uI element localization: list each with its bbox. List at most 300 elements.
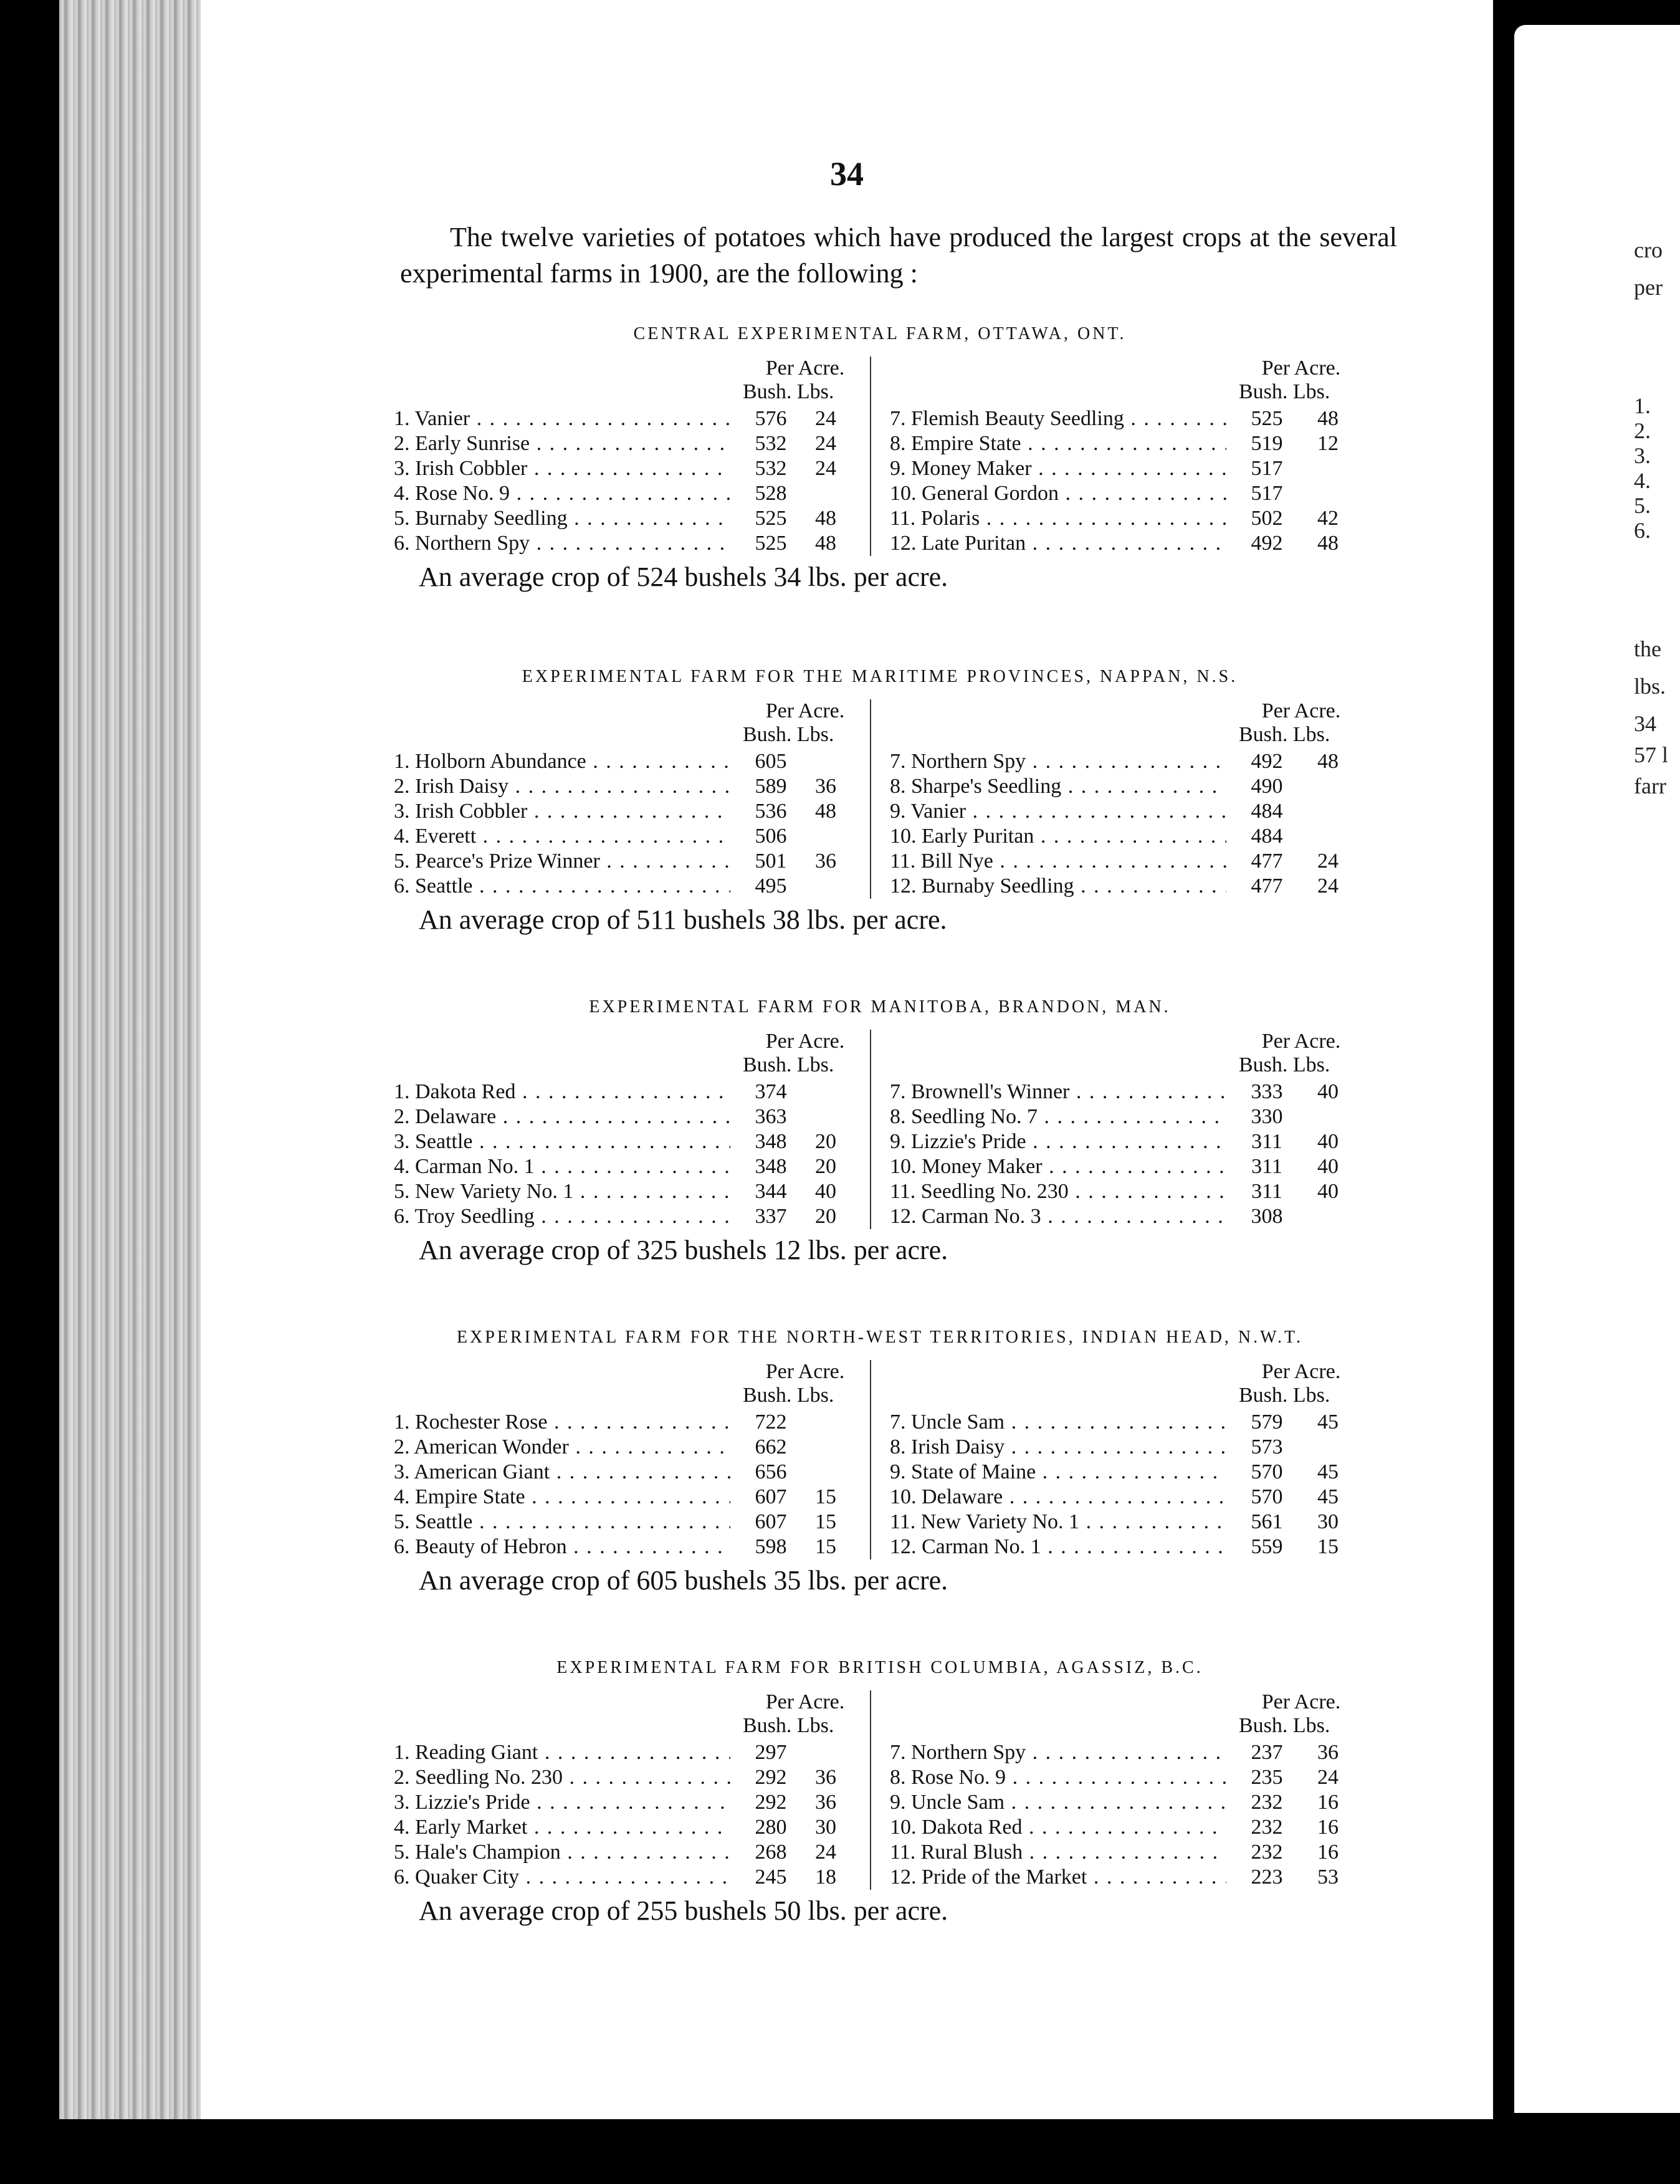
column-header xyxy=(890,1690,1366,1740)
variety-name: 3. Lizzie's Pride . . . xyxy=(394,1790,730,1815)
variety-row xyxy=(394,456,870,481)
variety-row xyxy=(890,749,1366,774)
pounds-value: 20 xyxy=(815,1205,836,1228)
facing-page-text: 5. xyxy=(1634,493,1651,518)
variety-name: 6. Beauty of Hebron . . . xyxy=(394,1535,730,1559)
variety-row xyxy=(394,1154,870,1179)
bushels-value: 607 xyxy=(755,1485,787,1508)
facing-page-text: 57 l xyxy=(1634,742,1669,767)
bushels-value: 311 xyxy=(1251,1130,1282,1153)
bushels-value: 662 xyxy=(755,1435,787,1458)
bushels-value: 495 xyxy=(755,874,787,898)
variety-row xyxy=(890,824,1366,849)
pounds-value: 36 xyxy=(815,775,836,798)
variety-row xyxy=(394,1790,870,1815)
right-column xyxy=(871,1030,1366,1229)
pounds-value: 48 xyxy=(815,800,836,823)
variety-name: 11. Polaris . . . xyxy=(890,506,1226,531)
bushels-value: 532 xyxy=(755,432,787,455)
bush-lbs-label: Bush. Lbs. xyxy=(1239,1053,1330,1076)
pounds-value: 16 xyxy=(1317,1841,1339,1864)
variety-row xyxy=(890,1535,1366,1559)
variety-name: 10. General Gordon . . . xyxy=(890,481,1226,506)
bushels-value: 330 xyxy=(1251,1105,1283,1128)
right-column xyxy=(871,357,1366,556)
variety-row xyxy=(890,774,1366,799)
variety-row xyxy=(394,431,870,456)
variety-row xyxy=(890,1840,1366,1865)
variety-row xyxy=(394,1179,870,1204)
variety-name: 9. Uncle Sam . . . xyxy=(890,1790,1226,1815)
variety-row xyxy=(890,1485,1366,1510)
variety-name: 3. Irish Cobbler . . . xyxy=(394,456,730,481)
variety-name: 2. Early Sunrise . . . xyxy=(394,431,730,456)
variety-row xyxy=(890,1790,1366,1815)
variety-name: 2. Delaware . . . xyxy=(394,1104,730,1129)
farm-section xyxy=(394,324,1366,593)
variety-name: 5. Pearce's Prize Winner . . . xyxy=(394,849,730,874)
column-header xyxy=(394,357,870,406)
variety-name: 3. American Giant . . . xyxy=(394,1460,730,1485)
variety-row xyxy=(394,1840,870,1865)
bushels-value: 311 xyxy=(1251,1180,1282,1203)
per-acre-label: Per Acre. xyxy=(1261,1030,1341,1053)
per-acre-label: Per Acre. xyxy=(1261,1360,1341,1383)
variety-name: 7. Northern Spy . . . xyxy=(890,1740,1226,1765)
bushels-value: 525 xyxy=(755,507,787,530)
variety-name: 2. American Wonder . . . xyxy=(394,1435,730,1460)
bushels-value: 232 xyxy=(1251,1841,1283,1864)
bushels-value: 484 xyxy=(1251,825,1283,848)
bushels-value: 232 xyxy=(1251,1816,1283,1839)
variety-row xyxy=(394,1080,870,1104)
variety-name: 9. Lizzie's Pride . . . xyxy=(890,1129,1226,1154)
variety-row xyxy=(890,1129,1366,1154)
bushels-value: 501 xyxy=(755,850,787,873)
bushels-value: 311 xyxy=(1251,1155,1282,1178)
variety-name: 8. Irish Daisy . . . xyxy=(890,1435,1226,1460)
bushels-value: 519 xyxy=(1251,432,1283,455)
section-columns xyxy=(394,357,1366,556)
pounds-value: 53 xyxy=(1317,1866,1339,1889)
variety-name: 8. Empire State . . . xyxy=(890,431,1226,456)
bushels-value: 573 xyxy=(1251,1435,1283,1458)
bushels-value: 589 xyxy=(755,775,787,798)
variety-name: 3. Irish Cobbler . . . xyxy=(394,799,730,824)
intro-paragraph: The twelve varieties of potatoes which have produced the largest crops at the several experimental farms in 1900, are the following : xyxy=(400,222,1397,289)
variety-name: 9. Vanier . . . xyxy=(890,799,1226,824)
pounds-value: 48 xyxy=(815,532,836,555)
variety-row xyxy=(394,481,870,506)
right-column xyxy=(871,1360,1366,1559)
right-column xyxy=(871,699,1366,899)
bushels-value: 292 xyxy=(755,1791,787,1814)
variety-row xyxy=(394,406,870,431)
pounds-value: 12 xyxy=(1317,432,1339,455)
variety-name: 11. New Variety No. 1 . . . xyxy=(890,1510,1226,1535)
variety-name: 11. Rural Blush . . . xyxy=(890,1840,1226,1865)
facing-page-text: 3. xyxy=(1634,443,1651,468)
bush-lbs-label: Bush. Lbs. xyxy=(743,1384,834,1407)
variety-name: 7. Uncle Sam . . . xyxy=(890,1410,1226,1435)
variety-name: 12. Late Puritan . . . xyxy=(890,531,1226,556)
facing-page-text: the xyxy=(1634,636,1661,661)
column-header xyxy=(890,699,1366,749)
pounds-value: 15 xyxy=(815,1510,836,1533)
pounds-value: 36 xyxy=(815,1791,836,1814)
pounds-value: 16 xyxy=(1317,1791,1339,1814)
variety-row xyxy=(394,531,870,556)
bushels-value: 607 xyxy=(755,1510,787,1533)
bush-lbs-label: Bush. Lbs. xyxy=(1239,723,1330,746)
bushels-value: 576 xyxy=(755,407,787,430)
pounds-value: 36 xyxy=(1317,1741,1339,1764)
average-crop: An average crop of 325 bushels 12 lbs. per acre. xyxy=(419,1235,948,1265)
variety-name: 10. Money Maker . . . xyxy=(890,1154,1226,1179)
per-acre-label: Per Acre. xyxy=(1261,1690,1341,1713)
facing-page-text: 4. xyxy=(1634,468,1651,493)
bushels-value: 477 xyxy=(1251,850,1283,873)
variety-row xyxy=(890,481,1366,506)
pounds-value: 48 xyxy=(815,507,836,530)
bushels-value: 292 xyxy=(755,1766,787,1789)
variety-row xyxy=(890,1740,1366,1765)
left-column xyxy=(394,1360,871,1559)
variety-row xyxy=(890,1765,1366,1790)
bushels-value: 536 xyxy=(755,800,787,823)
bush-lbs-label: Bush. Lbs. xyxy=(1239,1384,1330,1407)
bushels-value: 722 xyxy=(755,1410,787,1434)
bushels-value: 344 xyxy=(755,1180,787,1203)
left-column xyxy=(394,1690,871,1890)
bushels-value: 490 xyxy=(1251,775,1283,798)
bushels-value: 517 xyxy=(1251,457,1283,480)
variety-name: 5. Hale's Champion . . . xyxy=(394,1840,730,1865)
pounds-value: 48 xyxy=(1317,532,1339,555)
facing-page-text: per xyxy=(1634,275,1663,300)
left-column xyxy=(394,357,871,556)
pounds-value: 15 xyxy=(815,1535,836,1558)
variety-row xyxy=(394,1460,870,1485)
bushels-value: 559 xyxy=(1251,1535,1283,1558)
variety-name: 10. Dakota Red . . . xyxy=(890,1815,1226,1840)
pounds-value: 20 xyxy=(815,1130,836,1153)
bushels-value: 492 xyxy=(1251,750,1283,773)
bushels-value: 598 xyxy=(755,1535,787,1558)
pounds-value: 24 xyxy=(815,1841,836,1864)
variety-name: 2. Irish Daisy . . . xyxy=(394,774,730,799)
variety-row xyxy=(394,1435,870,1460)
variety-row xyxy=(394,1740,870,1765)
pounds-value: 40 xyxy=(815,1180,836,1203)
section-columns xyxy=(394,1030,1366,1229)
variety-name: 10. Delaware . . . xyxy=(890,1485,1226,1510)
section-columns xyxy=(394,699,1366,899)
pounds-value: 24 xyxy=(815,407,836,430)
variety-name: 7. Northern Spy . . . xyxy=(890,749,1226,774)
variety-name: 4. Rose No. 9 . . . xyxy=(394,481,730,506)
farm-section xyxy=(394,1658,1366,1927)
variety-row xyxy=(890,506,1366,531)
pounds-value: 15 xyxy=(815,1485,836,1508)
bushels-value: 561 xyxy=(1251,1510,1283,1533)
variety-row xyxy=(394,1765,870,1790)
variety-name: 8. Rose No. 9 . . . xyxy=(890,1765,1226,1790)
pounds-value: 45 xyxy=(1317,1460,1339,1483)
facing-page-text: farr xyxy=(1634,774,1666,798)
pounds-value: 40 xyxy=(1317,1080,1339,1103)
pounds-value: 36 xyxy=(815,1766,836,1789)
facing-page-text: cro xyxy=(1634,237,1663,262)
column-header xyxy=(394,1030,870,1080)
bush-lbs-label: Bush. Lbs. xyxy=(743,380,834,403)
bush-lbs-label: Bush. Lbs. xyxy=(1239,1714,1330,1737)
per-acre-label: Per Acre. xyxy=(1261,357,1341,380)
variety-name: 7. Flemish Beauty Seedling . . . xyxy=(890,406,1226,431)
column-header xyxy=(890,1360,1366,1410)
section-title: EXPERIMENTAL FARM FOR THE MARITIME PROVINCES, NAPPAN, N.S. xyxy=(522,667,1238,686)
variety-name: 1. Reading Giant . . . xyxy=(394,1740,730,1765)
variety-row xyxy=(890,531,1366,556)
bushels-value: 237 xyxy=(1251,1741,1283,1764)
pounds-value: 20 xyxy=(815,1155,836,1178)
left-column xyxy=(394,699,871,899)
variety-name: 3. Seattle . . . xyxy=(394,1129,730,1154)
pounds-value: 30 xyxy=(1317,1510,1339,1533)
facing-page-text: 34 xyxy=(1634,711,1656,736)
variety-row xyxy=(394,749,870,774)
variety-name: 8. Sharpe's Seedling . . . xyxy=(890,774,1226,799)
variety-row xyxy=(890,799,1366,824)
bushels-value: 363 xyxy=(755,1105,787,1128)
page-number: 34 xyxy=(830,155,864,193)
variety-name: 10. Early Puritan . . . xyxy=(890,824,1226,849)
section-columns xyxy=(394,1360,1366,1559)
bushels-value: 232 xyxy=(1251,1791,1283,1814)
variety-row xyxy=(890,1435,1366,1460)
pounds-value: 48 xyxy=(1317,750,1339,773)
variety-name: 6. Quaker City . . . xyxy=(394,1865,730,1890)
pounds-value: 16 xyxy=(1317,1816,1339,1839)
pounds-value: 48 xyxy=(1317,407,1339,430)
variety-name: 1. Vanier . . . xyxy=(394,406,730,431)
variety-row xyxy=(394,824,870,849)
bushels-value: 570 xyxy=(1251,1485,1283,1508)
per-acre-label: Per Acre. xyxy=(765,1690,845,1713)
variety-name: 4. Everett . . . xyxy=(394,824,730,849)
farm-section xyxy=(394,1328,1366,1596)
bushels-value: 477 xyxy=(1251,874,1283,898)
variety-name: 1. Rochester Rose . . . xyxy=(394,1410,730,1435)
variety-name: 11. Seedling No. 230 . . . xyxy=(890,1179,1226,1204)
bushels-value: 579 xyxy=(1251,1410,1283,1434)
variety-row xyxy=(394,1129,870,1154)
variety-name: 12. Carman No. 1 . . . xyxy=(890,1535,1226,1559)
variety-row xyxy=(890,1865,1366,1890)
bushels-value: 308 xyxy=(1251,1205,1283,1228)
variety-row xyxy=(890,1104,1366,1129)
variety-row xyxy=(394,1815,870,1840)
variety-name: 5. New Variety No. 1 . . . xyxy=(394,1179,730,1204)
bushels-value: 570 xyxy=(1251,1460,1283,1483)
bush-lbs-label: Bush. Lbs. xyxy=(1239,380,1330,403)
per-acre-label: Per Acre. xyxy=(1261,699,1341,722)
column-header xyxy=(394,699,870,749)
pounds-value: 45 xyxy=(1317,1485,1339,1508)
variety-row xyxy=(394,1510,870,1535)
pounds-value: 40 xyxy=(1317,1155,1339,1178)
facing-page-fragment xyxy=(1514,25,1680,2113)
variety-name: 5. Burnaby Seedling . . . xyxy=(394,506,730,531)
variety-row xyxy=(394,1204,870,1229)
bushels-value: 333 xyxy=(1251,1080,1283,1103)
variety-row xyxy=(890,1460,1366,1485)
pounds-value: 36 xyxy=(815,850,836,873)
column-header xyxy=(890,357,1366,406)
pounds-value: 24 xyxy=(815,457,836,480)
facing-page-text: 6. xyxy=(1634,518,1651,543)
variety-name: 6. Troy Seedling . . . xyxy=(394,1204,730,1229)
per-acre-label: Per Acre. xyxy=(765,699,845,722)
variety-name: 2. Seedling No. 230 . . . xyxy=(394,1765,730,1790)
section-columns xyxy=(394,1690,1366,1890)
variety-row xyxy=(890,456,1366,481)
pounds-value: 24 xyxy=(1317,874,1339,898)
bushels-value: 268 xyxy=(755,1841,787,1864)
variety-row xyxy=(890,1410,1366,1435)
bushels-value: 337 xyxy=(755,1205,787,1228)
section-title: EXPERIMENTAL FARM FOR MANITOBA, BRANDON, MAN. xyxy=(589,997,1171,1017)
variety-name: 12. Pride of the Market . . . xyxy=(890,1865,1226,1890)
variety-name: 11. Bill Nye . . . xyxy=(890,849,1226,874)
variety-name: 6. Northern Spy . . . xyxy=(394,531,730,556)
book-page xyxy=(201,0,1493,2119)
bushels-value: 525 xyxy=(1251,407,1283,430)
facing-page-text: lbs. xyxy=(1634,674,1666,699)
variety-name: 4. Empire State . . . xyxy=(394,1485,730,1510)
column-header xyxy=(394,1360,870,1410)
pounds-value: 30 xyxy=(815,1816,836,1839)
column-header xyxy=(394,1690,870,1740)
bushels-value: 525 xyxy=(755,532,787,555)
variety-row xyxy=(890,1154,1366,1179)
left-column xyxy=(394,1030,871,1229)
pounds-value: 24 xyxy=(1317,1766,1339,1789)
variety-name: 12. Burnaby Seedling . . . xyxy=(890,874,1226,899)
pounds-value: 45 xyxy=(1317,1410,1339,1434)
bushels-value: 502 xyxy=(1251,507,1283,530)
variety-row xyxy=(890,1204,1366,1229)
average-crop: An average crop of 605 bushels 35 lbs. per acre. xyxy=(419,1565,948,1596)
section-title: EXPERIMENTAL FARM FOR THE NORTH-WEST TERRITORIES, INDIAN HEAD, N.W.T. xyxy=(456,1328,1304,1347)
variety-row xyxy=(890,431,1366,456)
right-column xyxy=(871,1690,1366,1890)
variety-name: 9. Money Maker . . . xyxy=(890,456,1226,481)
bush-lbs-label: Bush. Lbs. xyxy=(743,723,834,746)
variety-row xyxy=(394,506,870,531)
bush-lbs-label: Bush. Lbs. xyxy=(743,1714,834,1737)
column-header xyxy=(890,1030,1366,1080)
variety-row xyxy=(394,1535,870,1559)
variety-name: 8. Seedling No. 7 . . . xyxy=(890,1104,1226,1129)
variety-row xyxy=(394,1485,870,1510)
bushels-value: 280 xyxy=(755,1816,787,1839)
variety-row xyxy=(890,849,1366,874)
bushels-value: 245 xyxy=(755,1866,787,1889)
average-crop: An average crop of 255 bushels 50 lbs. per acre. xyxy=(419,1895,948,1926)
bushels-value: 484 xyxy=(1251,800,1283,823)
variety-name: 7. Brownell's Winner . . . xyxy=(890,1080,1226,1104)
variety-name: 9. State of Maine . . . xyxy=(890,1460,1226,1485)
variety-row xyxy=(890,874,1366,899)
bush-lbs-label: Bush. Lbs. xyxy=(743,1053,834,1076)
variety-row xyxy=(394,1865,870,1890)
pounds-value: 18 xyxy=(815,1866,836,1889)
variety-row xyxy=(890,1510,1366,1535)
bushels-value: 223 xyxy=(1251,1866,1283,1889)
facing-page-text: 2. xyxy=(1634,418,1651,443)
farm-section xyxy=(394,667,1366,936)
average-crop: An average crop of 524 bushels 34 lbs. per acre. xyxy=(419,562,948,592)
variety-name: 4. Early Market . . . xyxy=(394,1815,730,1840)
variety-row xyxy=(394,799,870,824)
pounds-value: 42 xyxy=(1317,507,1339,530)
bushels-value: 506 xyxy=(755,825,787,848)
per-acre-label: Per Acre. xyxy=(765,1030,845,1053)
variety-name: 5. Seattle . . . xyxy=(394,1510,730,1535)
variety-row xyxy=(394,849,870,874)
bushels-value: 605 xyxy=(755,750,787,773)
farm-section xyxy=(394,997,1366,1266)
variety-name: 1. Dakota Red . . . xyxy=(394,1080,730,1104)
variety-row xyxy=(394,1104,870,1129)
bushels-value: 374 xyxy=(755,1080,787,1103)
variety-row xyxy=(394,874,870,899)
book-page-edges xyxy=(59,0,206,2119)
variety-name: 1. Holborn Abundance . . . xyxy=(394,749,730,774)
per-acre-label: Per Acre. xyxy=(765,357,845,380)
variety-row xyxy=(394,774,870,799)
section-title: CENTRAL EXPERIMENTAL FARM, OTTAWA, ONT. xyxy=(633,324,1127,343)
facing-page-text: 1. xyxy=(1634,393,1651,418)
variety-name: 4. Carman No. 1 . . . xyxy=(394,1154,730,1179)
pounds-value: 15 xyxy=(1317,1535,1339,1558)
variety-row xyxy=(890,1179,1366,1204)
variety-row xyxy=(890,1080,1366,1104)
pounds-value: 40 xyxy=(1317,1180,1339,1203)
bushels-value: 656 xyxy=(755,1460,787,1483)
pounds-value: 24 xyxy=(815,432,836,455)
variety-name: 12. Carman No. 3 . . . xyxy=(890,1204,1226,1229)
pounds-value: 40 xyxy=(1317,1130,1339,1153)
variety-row xyxy=(890,406,1366,431)
bushels-value: 297 xyxy=(755,1741,787,1764)
pounds-value: 24 xyxy=(1317,850,1339,873)
bushels-value: 348 xyxy=(755,1155,787,1178)
bushels-value: 492 xyxy=(1251,532,1283,555)
variety-name: 6. Seattle . . . xyxy=(394,874,730,899)
section-title: EXPERIMENTAL FARM FOR BRITISH COLUMBIA, AGASSIZ, B.C. xyxy=(556,1658,1203,1677)
average-crop: An average crop of 511 bushels 38 lbs. per acre. xyxy=(419,904,947,935)
bushels-value: 348 xyxy=(755,1130,787,1153)
per-acre-label: Per Acre. xyxy=(765,1360,845,1383)
variety-row xyxy=(394,1410,870,1435)
bushels-value: 517 xyxy=(1251,482,1283,505)
bushels-value: 235 xyxy=(1251,1766,1283,1789)
variety-row xyxy=(890,1815,1366,1840)
bushels-value: 528 xyxy=(755,482,787,505)
bushels-value: 532 xyxy=(755,457,787,480)
